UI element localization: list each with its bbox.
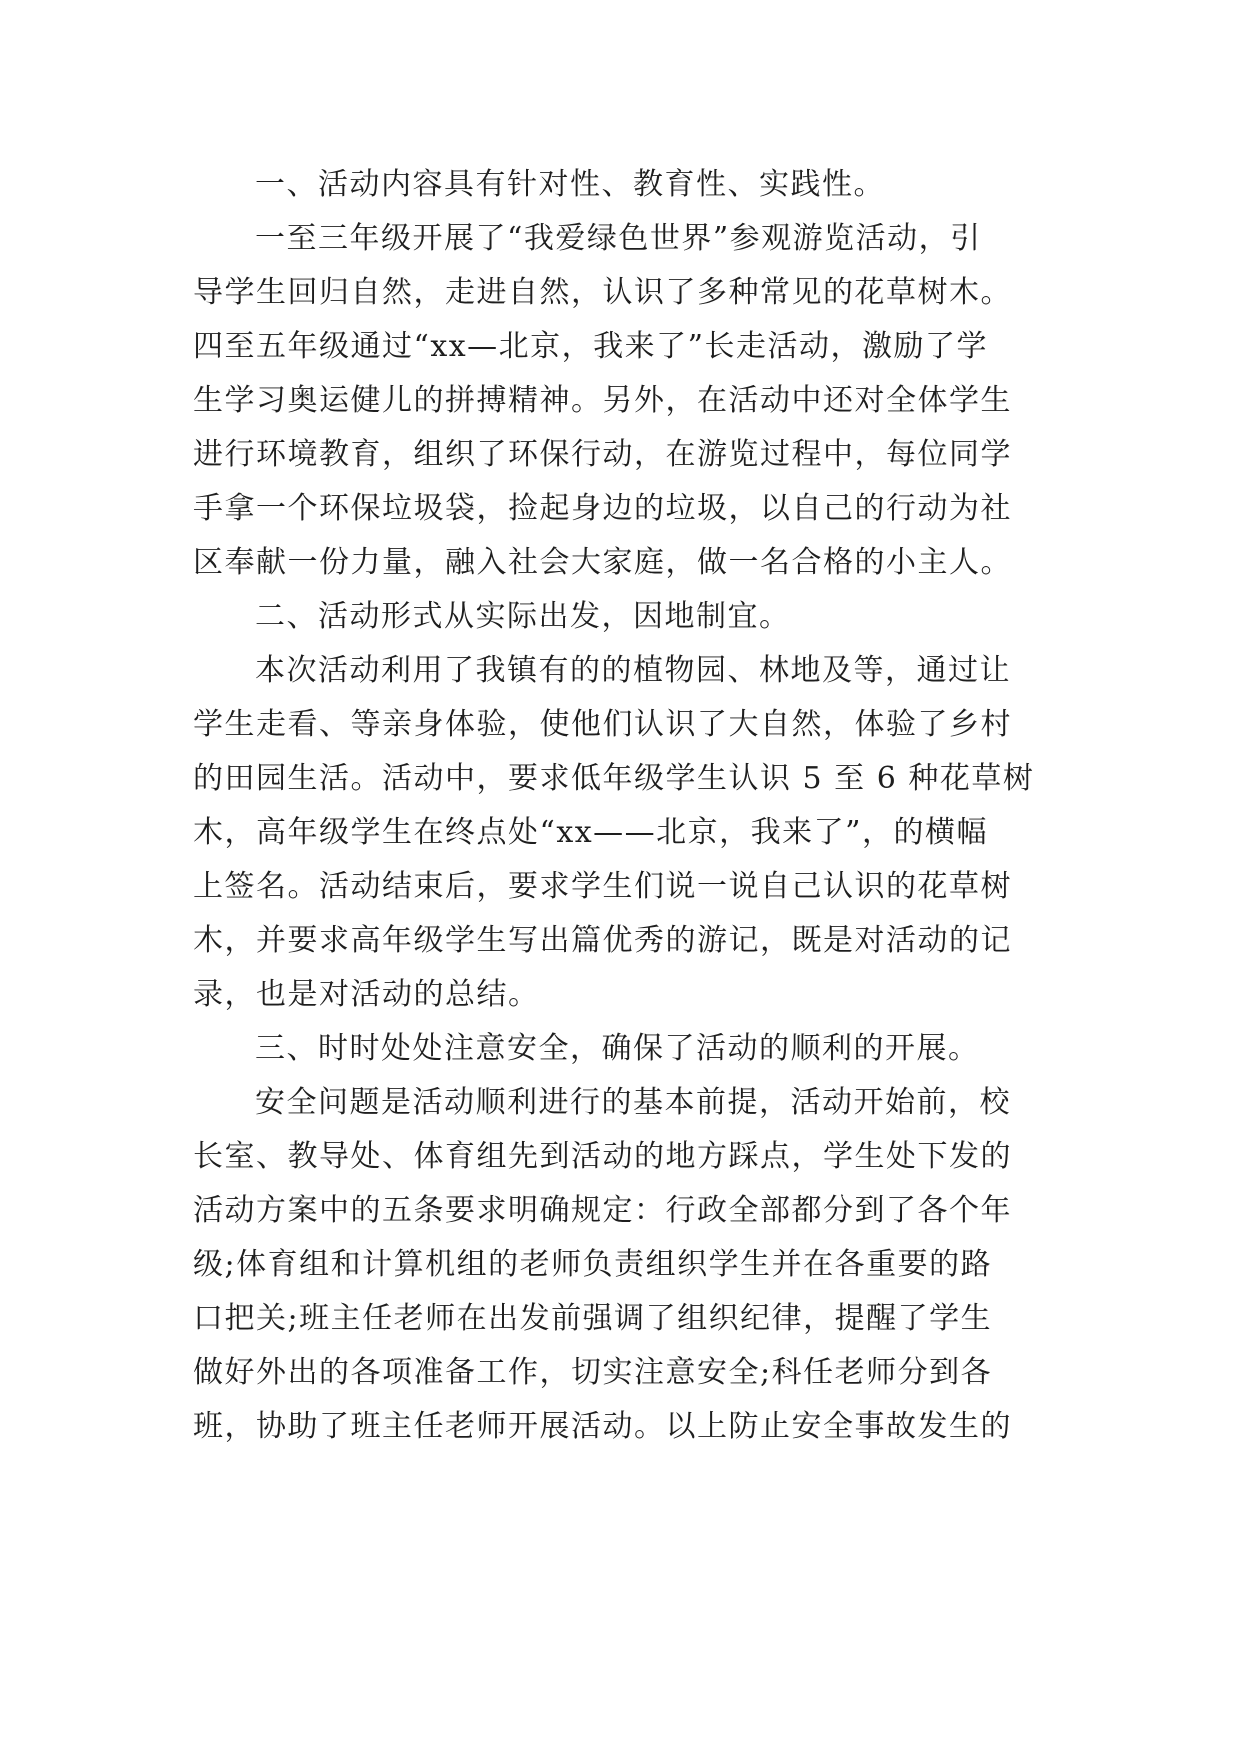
paragraph-line: 进行环境教育，组织了环保行动，在游览过程中，每位同学: [193, 437, 1012, 472]
paragraph-line: 做好外出的各项准备工作，切实注意安全;科任老师分到各: [193, 1355, 993, 1390]
paragraph-line: 学生走看、等亲身体验，使他们认识了大自然，体验了乡村: [193, 707, 1012, 742]
paragraph-line: 本次活动利用了我镇有的的植物园、林地及等，通过让: [255, 653, 1011, 688]
section-heading-3: 三、时时处处注意安全，确保了活动的顺利的开展。: [255, 1031, 980, 1066]
paragraph-line: 木，高年级学生在终点处“xx——北京，我来了”，的横幅: [193, 815, 989, 850]
paragraph-line: 班，协助了班主任老师开展活动。以上防止安全事故发生的: [193, 1409, 1012, 1444]
paragraph-line: 口把关;班主任老师在出发前强调了组织纪律，提醒了学生: [193, 1301, 993, 1336]
paragraph-line: 四至五年级通过“xx—北京，我来了”长走活动，激励了学: [193, 329, 989, 364]
paragraph-line: 安全问题是活动顺利进行的基本前提，活动开始前，校: [255, 1085, 1011, 1120]
paragraph-line: 录，也是对活动的总结。: [193, 977, 540, 1012]
paragraph-line: 活动方案中的五条要求明确规定：行政全部都分到了各个年: [193, 1193, 1012, 1228]
paragraph-line: 导学生回归自然，走进自然，认识了多种常见的花草树木。: [193, 275, 1012, 310]
paragraph-line: 上签名。活动结束后，要求学生们说一说自己认识的花草树: [193, 869, 1012, 904]
paragraph-line: 长室、教导处、体育组先到活动的地方踩点，学生处下发的: [193, 1139, 1012, 1174]
paragraph-line: 手拿一个环保垃圾袋，捡起身边的垃圾，以自己的行动为社: [193, 491, 1012, 526]
paragraph-line: 生学习奥运健儿的拼搏精神。另外，在活动中还对全体学生: [193, 383, 1012, 418]
document-body: [193, 158, 1093, 1454]
paragraph-line: 一至三年级开展了“我爱绿色世界”参观游览活动，引: [255, 221, 982, 256]
section-heading-1: 一、活动内容具有针对性、教育性、实践性。: [255, 167, 885, 202]
paragraph-line: 区奉献一份力量，融入社会大家庭，做一名合格的小主人。: [193, 545, 1012, 580]
paragraph-line: 级;体育组和计算机组的老师负责组织学生并在各重要的路: [193, 1247, 993, 1282]
section-heading-2: 二、活动形式从实际出发，因地制宜。: [255, 599, 791, 634]
paragraph-line: 的田园生活。活动中，要求低年级学生认识 5 至 6 种花草树: [193, 761, 1035, 796]
paragraph-line: 木，并要求高年级学生写出篇优秀的游记，既是对活动的记: [193, 923, 1012, 958]
